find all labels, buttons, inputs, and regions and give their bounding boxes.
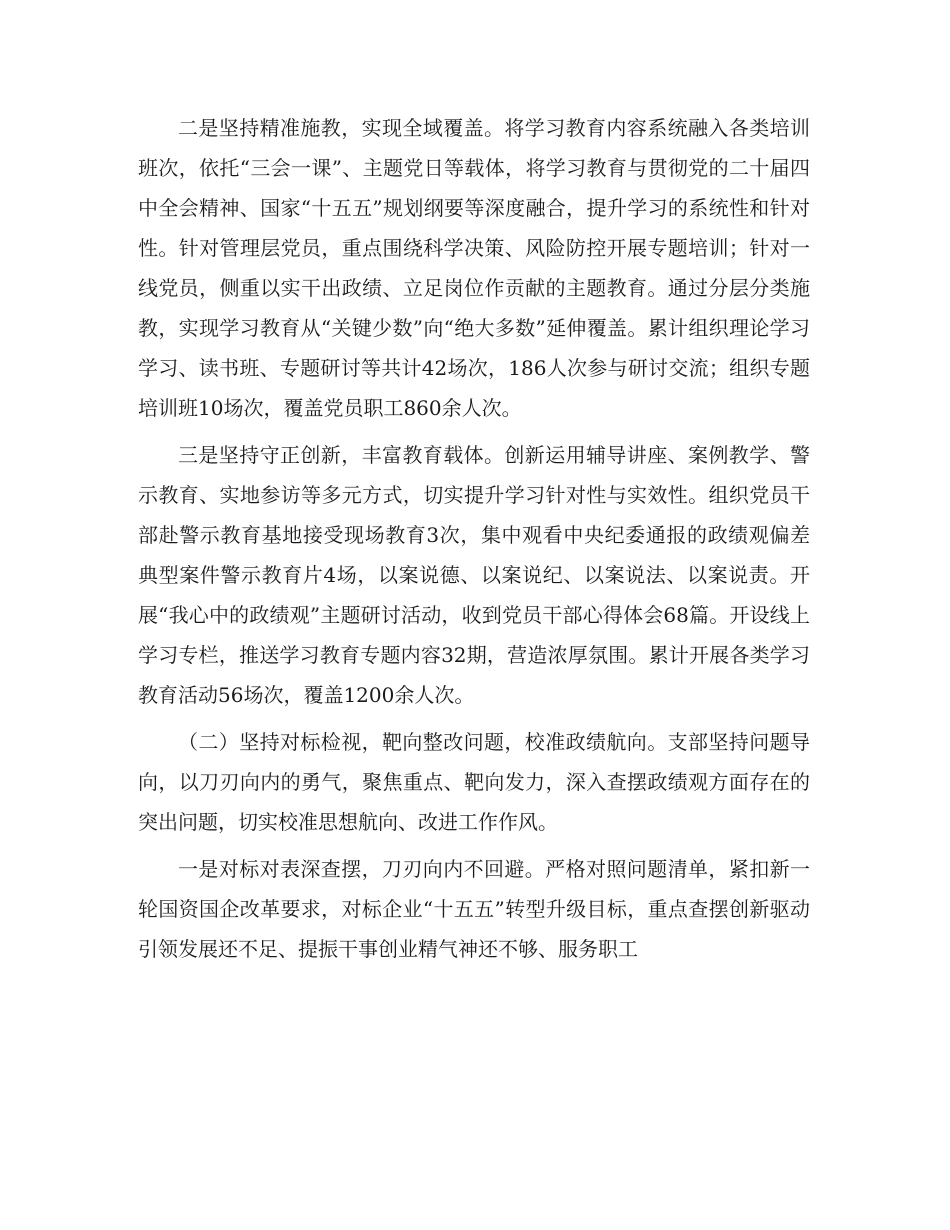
document-body (138, 108, 810, 969)
paragraph-precise-teaching: 二是坚持精准施教，实现全域覆盖。将学习教育内容系统融入各类培训班次，依托“三会一课”、主题党日等载体，将学习教育与贯彻党的二十届四中全会精神、国家“十五五”规划纲要等深度融合，提升学习的系统性和针对性。针对管理层党员，重点围绕科学决策、风险防控开展专题培训；针对一线党员，侧重以实干出政绩、立足岗位作贡献的主题教育。通过分层分类施教，实现学习教育从“关键少数”向“绝大多数”延伸覆盖。累计组织理论学习学习、读书班、专题研讨等共计42场次，186人次参与研讨交流；组织专题培训班10场次，覆盖党员职工860余人次。 (138, 116, 810, 420)
paragraph-innovation-carriers: 三是坚持守正创新，丰富教育载体。创新运用辅导讲座、案例教学、警示教育、实地参访等多元方式，切实提升学习针对性与实效性。组织党员干部赴警示教育基地接受现场教育3次，集中观看中央纪委通报的政绩观偏差典型案件警示教育片4场，以案说德、以案说纪、以案说法、以案说责。开展“我心中的政绩观”主题研讨活动，收到党员干部心得体会68篇。开设线上学习专栏，推送学习教育专题内容32期，营造浓厚氛围。累计开展各类学习教育活动56场次，覆盖1200余人次。 (138, 443, 810, 707)
paragraph-self-examination: 一是对标对表深查摆，刀刃向内不回避。严格对照问题清单，紧扣新一轮国资国企改革要求，对标企业“十五五”转型升级目标，重点查摆创新驱动引领发展还不足、提振干事创业精气神还不够、服务职工 (138, 857, 810, 961)
paragraph-section-two-heading: （二）坚持对标检视，靶向整改问题，校准政绩航向。支部坚持问题导向，以刀刃向内的勇气，聚焦重点、靶向发力，深入查摆政绩观方面存在的突出问题，切实校准思想航向、改进工作作风。 (138, 730, 810, 834)
